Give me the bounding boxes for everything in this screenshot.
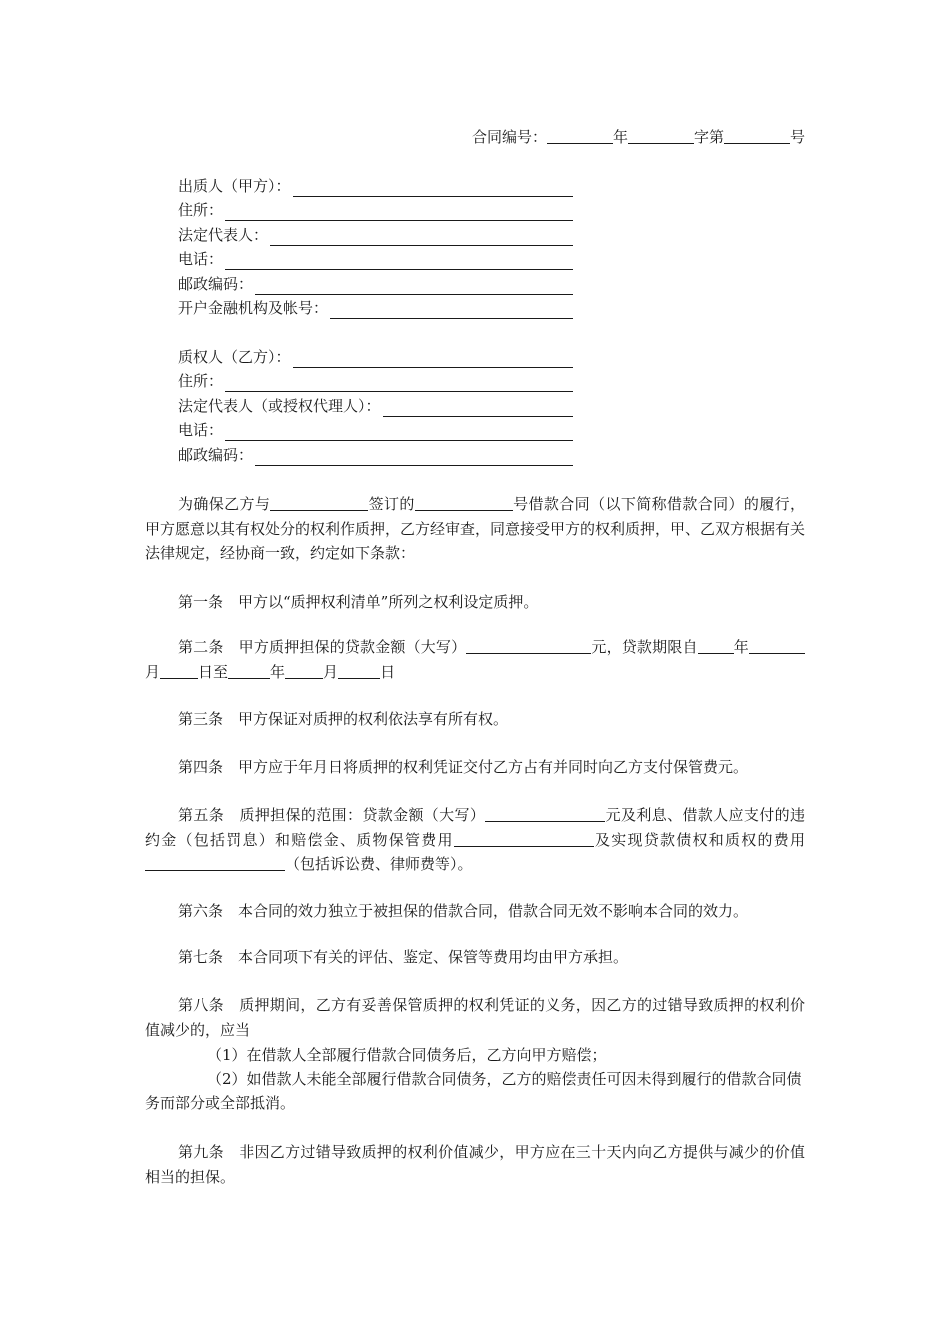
article-8: 第八条 质押期间，乙方有妥善保管质押的权利凭证的义务，因乙方的过错导致质押的权利价值减少的，应当 <box>145 996 805 1039</box>
field-label: 住所： <box>178 372 224 390</box>
blank-field[interactable] <box>698 638 734 654</box>
field-label: 住所： <box>178 201 224 219</box>
article-text: 日至 <box>198 662 229 681</box>
article-8-item-1: （1）在借款人全部履行借款合同债务后，乙方向甲方赔偿； <box>207 1046 607 1064</box>
intro-text: 签订的 <box>368 495 415 513</box>
article-5 <box>145 803 805 877</box>
blank-field[interactable] <box>285 663 323 679</box>
blank-field[interactable] <box>225 253 573 270</box>
article-text: 月 <box>145 662 161 681</box>
field-label: 开户金融机构及帐号： <box>178 299 329 317</box>
pledgee-row <box>178 368 573 393</box>
article-8-item-2: （2）如借款人未能全部履行借款合同债务，乙方的赔偿责任可因未得到履行的借款合同债务而部分或全部抵消。 <box>145 1070 802 1112</box>
blank-field[interactable] <box>466 638 591 654</box>
field-label: 电话： <box>178 421 224 439</box>
blank-field[interactable] <box>145 855 285 871</box>
blank-field[interactable] <box>749 638 805 654</box>
blank-field[interactable] <box>255 449 573 466</box>
article-text: 月 <box>323 662 339 681</box>
article-2 <box>145 635 805 684</box>
blank-field[interactable] <box>415 495 513 511</box>
blank-field[interactable] <box>383 400 573 417</box>
blank-field[interactable] <box>225 375 573 392</box>
article-8-items <box>145 1043 805 1115</box>
article-3: 第三条 甲方保证对质押的权利依法享有所有权。 <box>178 710 509 728</box>
blank-field[interactable] <box>330 302 573 319</box>
article-text: 第二条 甲方质押担保的贷款金额（大写） <box>178 638 467 656</box>
pledgor-row <box>178 197 573 222</box>
field-label: 邮政编码： <box>178 274 254 293</box>
article-text: 元及利息、借款人应支付的违约金（包括罚息）和赔偿金、质物保管费用 <box>145 806 805 849</box>
blank-field[interactable] <box>628 128 694 144</box>
article-text: 年 <box>270 662 286 681</box>
intro-paragraph <box>145 492 805 566</box>
blank-field[interactable] <box>724 128 790 144</box>
field-label: 质权人（乙方）： <box>178 347 291 366</box>
article-text: （包括诉讼费、律师费等）。 <box>285 855 473 873</box>
year-label: 年 <box>612 128 628 146</box>
pledgor-row <box>178 172 573 197</box>
contract-number <box>472 126 805 148</box>
article-6: 第六条 本合同的效力独立于被担保的借款合同，借款合同无效不影响本合同的效力。 <box>178 902 749 920</box>
contract-number-label: 合同编号： <box>471 128 547 146</box>
blank-field[interactable] <box>270 229 573 246</box>
blank-field[interactable] <box>228 663 270 679</box>
article-4: 第四条 甲方应于年月日将质押的权利凭证交付乙方占有并同时向乙方支付保管费元。 <box>178 758 749 776</box>
pledgee-row <box>178 392 573 417</box>
field-label: 出质人（甲方）： <box>178 176 291 195</box>
pledgor-row <box>178 246 573 271</box>
field-label: 电话： <box>178 250 224 268</box>
pledgor-row <box>178 221 573 246</box>
pledgor-row <box>178 295 573 320</box>
article-9: 第九条 非因乙方过错导致质押的权利价值减少，甲方应在三十天内向乙方提供与减少的价值相当的担保。 <box>145 1143 805 1186</box>
blank-field[interactable] <box>225 424 573 441</box>
pledgee-row <box>178 343 573 368</box>
article-text: 元，贷款期限自 <box>591 638 698 656</box>
blank-field[interactable] <box>225 204 573 221</box>
field-label: 法定代表人： <box>178 225 269 244</box>
article-text: 及实现贷款债权和质权的费用 <box>593 830 805 849</box>
article-text: 年 <box>733 638 749 656</box>
hao-label: 号 <box>789 128 805 146</box>
pledgee-row <box>178 417 573 442</box>
article-1: 第一条 甲方以“质押权利清单”所列之权利设定质押。 <box>178 593 539 611</box>
blank-field[interactable] <box>293 180 573 197</box>
intro-text: 为确保乙方与 <box>178 495 271 513</box>
article-text: 第五条 质押担保的范围：贷款金额（大写） <box>178 806 486 824</box>
zi-di-label: 字第 <box>693 128 724 146</box>
article-text: 日 <box>380 662 396 681</box>
blank-field[interactable] <box>485 806 605 822</box>
blank-field[interactable] <box>547 128 613 144</box>
pledgor-block <box>178 172 573 319</box>
blank-field[interactable] <box>454 831 594 847</box>
blank-field[interactable] <box>338 663 380 679</box>
pledgee-block <box>178 343 573 466</box>
article-7: 第七条 本合同项下有关的评估、鉴定、保管等费用均由甲方承担。 <box>178 948 629 966</box>
pledgee-row <box>178 441 573 466</box>
blank-field[interactable] <box>293 351 573 368</box>
blank-field[interactable] <box>255 278 573 295</box>
blank-field[interactable] <box>160 663 198 679</box>
pledgor-row <box>178 270 573 295</box>
field-label: 法定代表人（或授权代理人）： <box>178 396 381 415</box>
intro-text: 号借款合同（以下简称借款合同）的履行，甲方愿意以其有权处分的权利作质押，乙方经审查，同意接受甲方的权利质押，甲、乙双方根据有关法律规定，经协商一致，约定如下条款： <box>145 495 806 562</box>
field-label: 邮政编码： <box>178 445 254 464</box>
blank-field[interactable] <box>270 495 368 511</box>
